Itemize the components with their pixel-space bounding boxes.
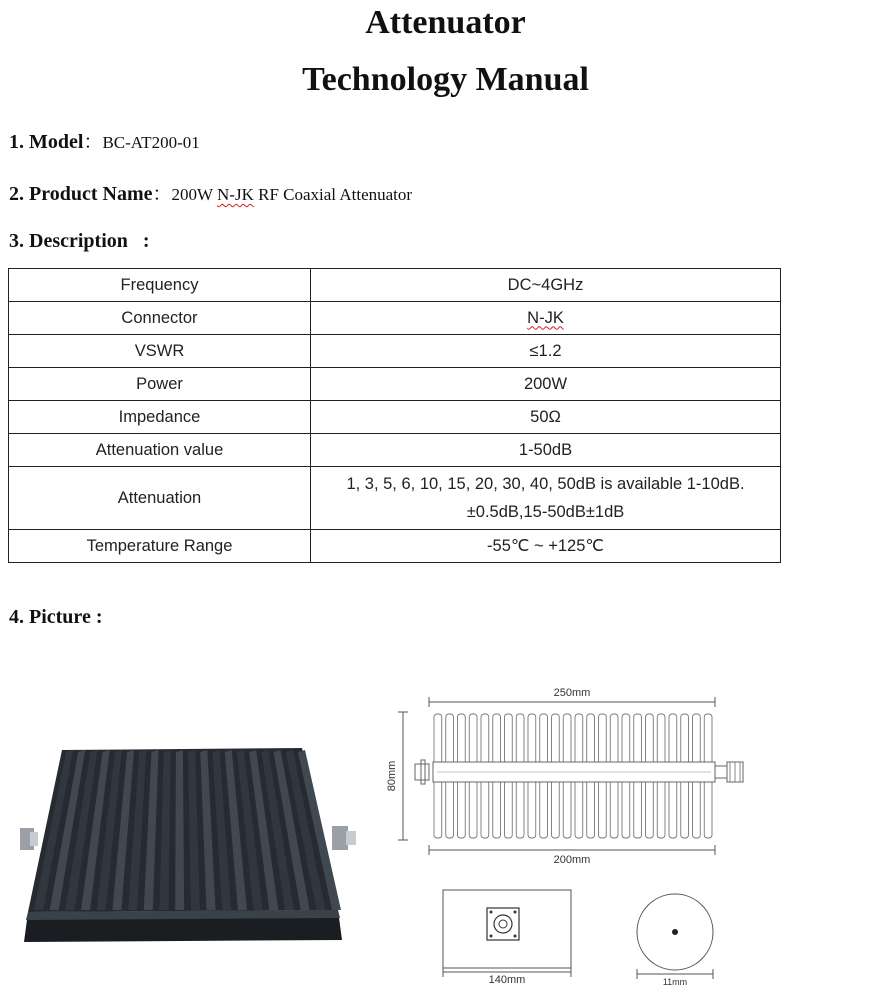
dim-side-diameter: 11mm — [662, 977, 688, 987]
description-heading — [9, 230, 150, 253]
dim-height: 80mm — [386, 760, 398, 792]
spec-key: Attenuation value — [9, 434, 311, 467]
right-connector-icon — [332, 826, 356, 850]
description-label: 3. Description : — [9, 230, 150, 252]
drawing-right-connector-icon — [715, 762, 743, 782]
spec-key: Temperature Range — [9, 530, 311, 563]
model-line — [9, 127, 200, 154]
table-row — [9, 530, 781, 563]
dimension-drawing — [385, 680, 785, 990]
spec-value: 200W — [311, 368, 781, 401]
attenuator-photo — [20, 740, 360, 945]
spec-key: Impedance — [9, 401, 311, 434]
spec-value: DC~4GHz — [311, 269, 781, 302]
table-row — [9, 467, 781, 530]
spec-value — [311, 302, 781, 335]
spec-key: Frequency — [9, 269, 311, 302]
front-connector-icon — [487, 908, 519, 940]
spec-key: Connector — [9, 302, 311, 335]
spec-value: 50Ω — [311, 401, 781, 434]
heatsink-fin — [175, 750, 184, 910]
attenuation-line-1: 1, 3, 5, 6, 10, 15, 20, 30, 40, 50dB is available 1-10dB. — [346, 475, 745, 493]
table-row — [9, 401, 781, 434]
table-row — [9, 335, 781, 368]
table-row — [9, 302, 781, 335]
spec-value — [311, 467, 781, 530]
spec-value: 1-50dB — [311, 434, 781, 467]
spec-value: -55℃ ~ +125℃ — [311, 530, 781, 563]
table-row — [9, 269, 781, 302]
dim-top-width: 250mm — [553, 687, 591, 699]
product-name-line — [9, 179, 412, 206]
drawing-left-connector-icon — [415, 760, 429, 784]
product-name-separator: ： — [152, 184, 172, 205]
dim-body-width: 200mm — [553, 854, 591, 866]
table-row — [9, 434, 781, 467]
product-name-value-post: RF Coaxial Attenuator — [253, 185, 413, 204]
left-connector-icon — [20, 828, 38, 850]
dim-front-width: 140mm — [488, 974, 526, 986]
model-value: BC-AT200-01 — [102, 133, 200, 152]
spec-key: Power — [9, 368, 311, 401]
model-label: 1. Model — [9, 131, 84, 153]
spec-table — [8, 268, 781, 563]
product-name-label: 2. Product Name — [9, 183, 153, 205]
spec-value: ≤1.2 — [311, 335, 781, 368]
spec-key: Attenuation — [9, 467, 311, 530]
picture-heading — [9, 606, 103, 629]
attenuation-line-2: ±0.5dB,15-50dB±1dB — [466, 503, 625, 521]
connector-value: N-JK — [527, 308, 564, 327]
document-subtitle: Technology Manual — [302, 61, 589, 98]
product-name-connector: N-JK — [217, 185, 254, 204]
document-title: Attenuator — [365, 4, 526, 41]
model-separator: ： — [83, 132, 103, 153]
product-name-value-pre: 200W — [171, 185, 218, 204]
spec-key: VSWR — [9, 335, 311, 368]
picture-label: 4. Picture : — [9, 606, 103, 628]
table-row — [9, 368, 781, 401]
